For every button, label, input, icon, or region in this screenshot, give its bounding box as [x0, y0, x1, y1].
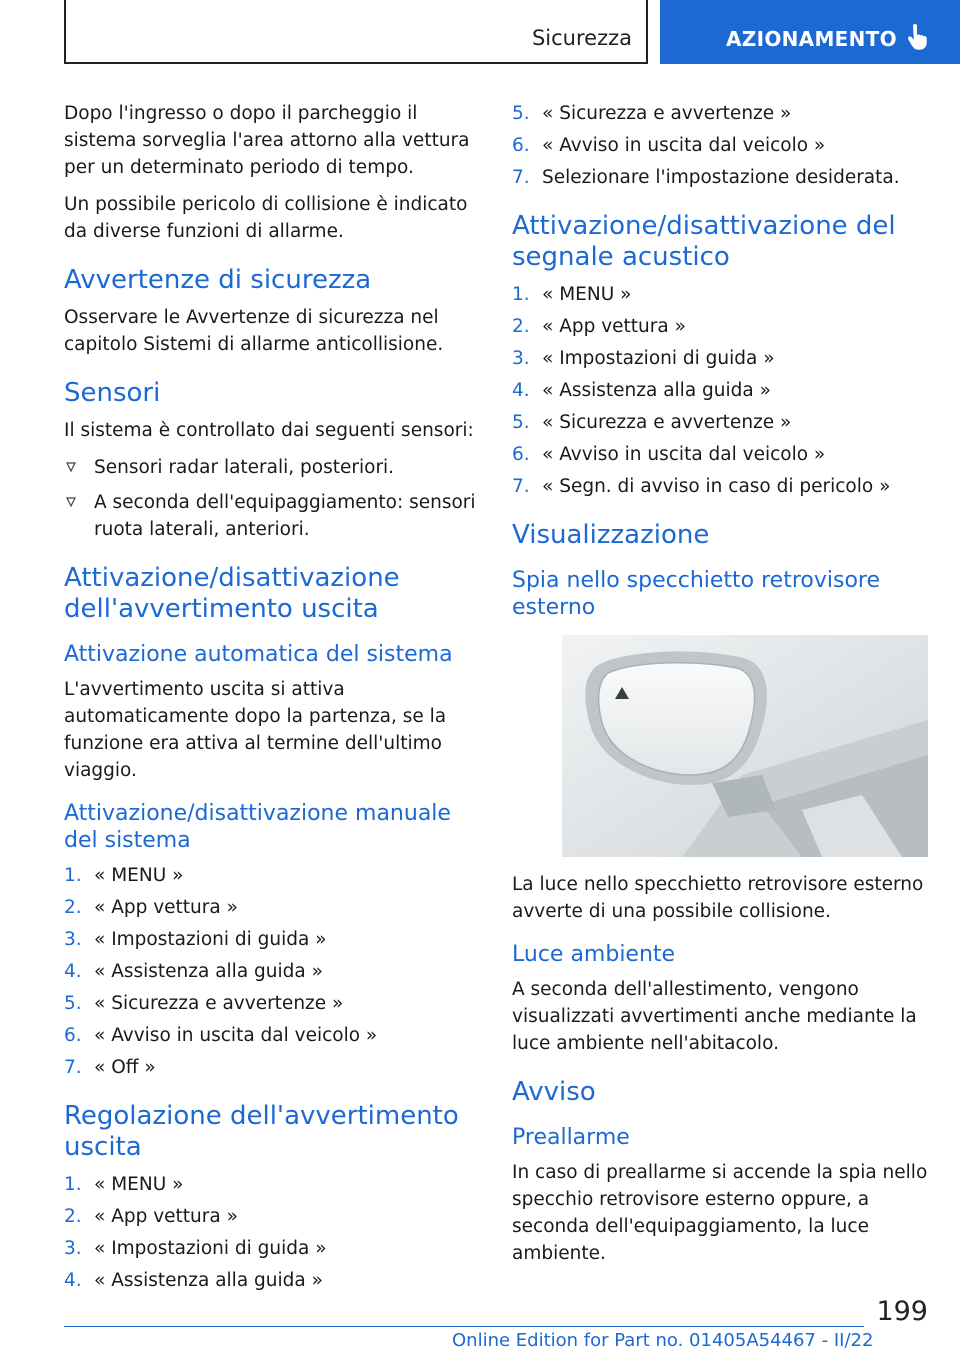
- footer-divider: [64, 1326, 864, 1327]
- step-text: « Sicurezza e avvertenze »: [542, 103, 792, 124]
- paragraph-avvertenze: Osservare le Avvertenze di sicurezza nel capitolo Sistemi di allarme anticollisione.: [64, 307, 444, 355]
- regolazione-steps-continued: [512, 100, 932, 191]
- step-text: « Sicurezza e avvertenze »: [542, 412, 792, 433]
- step-item: [64, 894, 484, 921]
- edition-footer: Online Edition for Part no. 01405A54467 - II/22: [452, 1330, 874, 1351]
- step-item: [512, 132, 932, 159]
- bullet-triangle-icon: [66, 497, 76, 507]
- list-item-text: A seconda dell'equipaggiamento: sensori ruota laterali, anteriori.: [94, 492, 476, 540]
- heading-attivazione-manuale: Attivazione/disattivazione manuale del sistema: [64, 801, 451, 853]
- step-number: 3.: [64, 929, 82, 950]
- heading-attivazione-automatica: Attivazione automatica del sistema: [64, 642, 453, 667]
- step-number: 4.: [64, 1270, 82, 1291]
- step-item: [512, 313, 932, 340]
- section-title: Sicurezza: [531, 26, 632, 50]
- step-number: 3.: [512, 348, 530, 369]
- step-item: [64, 1235, 484, 1262]
- step-item: [64, 926, 484, 953]
- step-number: 2.: [64, 1206, 82, 1227]
- step-number: 7.: [512, 476, 530, 497]
- step-text: « Assistenza alla guida »: [542, 380, 771, 401]
- side-mirror-illustration: [562, 635, 928, 857]
- step-number: 2.: [512, 316, 530, 337]
- step-number: 4.: [64, 961, 82, 982]
- step-number: 5.: [512, 412, 530, 433]
- intro-paragraph-1: Dopo l'ingresso o dopo il parcheggio il sistema sorveglia l'area attorno alla vettura per un determinato periodo di tempo.: [64, 103, 470, 178]
- paragraph-attivazione-automatica: L'avvertimento uscita si attiva automaticamente dopo la partenza, se la funzione era attiva al termine dell'ultimo viaggio.: [64, 679, 447, 781]
- left-column: [64, 100, 484, 1302]
- step-text: « Impostazioni di guida »: [94, 1238, 327, 1259]
- step-item: [64, 1054, 484, 1081]
- step-item: [512, 281, 932, 308]
- step-number: 6.: [512, 135, 530, 156]
- step-text: Selezionare l'impostazione desiderata.: [542, 167, 900, 188]
- step-text: « Avviso in uscita dal veicolo »: [542, 135, 826, 156]
- chapter-tab[interactable]: [660, 0, 960, 64]
- manuale-steps: [64, 862, 484, 1081]
- heading-visualizzazione: Visualizzazione: [512, 520, 710, 550]
- step-number: 4.: [512, 380, 530, 401]
- heading-spia-specchietto: Spia nello specchietto retrovisore esterno: [512, 568, 881, 620]
- step-number: 5.: [512, 103, 530, 124]
- step-number: 7.: [512, 167, 530, 188]
- heading-sensori: Sensori: [64, 378, 161, 408]
- step-text: « Impostazioni di guida »: [94, 929, 327, 950]
- heading-regolazione: Regolazione dell'avvertimento uscita: [64, 1101, 459, 1162]
- step-item: [512, 473, 932, 500]
- sensori-list: [64, 454, 484, 543]
- step-number: 1.: [64, 865, 82, 886]
- list-item-text: Sensori radar laterali, posteriori.: [94, 457, 395, 478]
- step-item: [512, 409, 932, 436]
- step-text: « Avviso in uscita dal veicolo »: [94, 1025, 378, 1046]
- heading-luce-ambiente: Luce ambiente: [512, 942, 676, 967]
- step-number: 7.: [64, 1057, 82, 1078]
- step-text: « App vettura »: [94, 1206, 238, 1227]
- right-column: [512, 100, 932, 1277]
- step-number: 5.: [64, 993, 82, 1014]
- hand-pointer-icon: [906, 24, 930, 52]
- page-number: 199: [876, 1296, 928, 1327]
- step-text: « MENU »: [94, 865, 184, 886]
- step-item: [64, 862, 484, 889]
- step-item: [512, 441, 932, 468]
- step-item: [512, 164, 932, 191]
- step-text: « MENU »: [542, 284, 632, 305]
- paragraph-sensori: Il sistema è controllato dai seguenti sensori:: [64, 420, 474, 441]
- intro-paragraph-2: Un possibile pericolo di collisione è indicato da diverse funzioni di allarme.: [64, 194, 468, 242]
- heading-segnale-acustico: Attivazione/disattivazione del segnale acustico: [512, 211, 896, 272]
- heading-attivazione: Attivazione/disattivazione dell'avvertimento uscita: [64, 563, 400, 624]
- regolazione-steps: [64, 1171, 484, 1294]
- step-item: [512, 377, 932, 404]
- list-item: [64, 489, 484, 543]
- list-item: [64, 454, 484, 481]
- step-text: « Off »: [94, 1057, 156, 1078]
- step-number: 1.: [512, 284, 530, 305]
- step-text: « MENU »: [94, 1174, 184, 1195]
- paragraph-preallarme: In caso di preallarme si accende la spia nello specchio retrovisore esterno oppure, a seconda dell'equipaggiamento, la luce ambiente.: [512, 1162, 928, 1264]
- paragraph-luce-ambiente: A seconda dell'allestimento, vengono visualizzati avvertimenti anche mediante la luce ambiente nell'abitacolo.: [512, 979, 917, 1054]
- step-item: [64, 990, 484, 1017]
- step-text: « Segn. di avviso in caso di pericolo »: [542, 476, 891, 497]
- step-item: [64, 1203, 484, 1230]
- step-text: « Impostazioni di guida »: [542, 348, 775, 369]
- step-item: [64, 958, 484, 985]
- heading-avviso: Avviso: [512, 1077, 596, 1107]
- step-text: « App vettura »: [542, 316, 686, 337]
- step-item: [64, 1171, 484, 1198]
- paragraph-spia: La luce nello specchietto retrovisore esterno avverte di una possibile collisione.: [512, 874, 924, 922]
- step-number: 6.: [64, 1025, 82, 1046]
- step-text: « Sicurezza e avvertenze »: [94, 993, 344, 1014]
- step-item: [64, 1267, 484, 1294]
- step-number: 1.: [64, 1174, 82, 1195]
- heading-avvertenze: Avvertenze di sicurezza: [64, 265, 372, 295]
- segnale-steps: [512, 281, 932, 500]
- chapter-tab-label: AZIONAMENTO: [726, 27, 897, 51]
- step-number: 2.: [64, 897, 82, 918]
- step-item: [512, 345, 932, 372]
- step-text: « Assistenza alla guida »: [94, 961, 323, 982]
- step-item: [64, 1022, 484, 1049]
- heading-preallarme: Preallarme: [512, 1125, 630, 1150]
- bullet-triangle-icon: [66, 462, 76, 472]
- step-text: « Assistenza alla guida »: [94, 1270, 323, 1291]
- step-text: « App vettura »: [94, 897, 238, 918]
- step-number: 6.: [512, 444, 530, 465]
- step-item: [512, 100, 932, 127]
- step-text: « Avviso in uscita dal veicolo »: [542, 444, 826, 465]
- running-header: [64, 0, 648, 64]
- step-number: 3.: [64, 1238, 82, 1259]
